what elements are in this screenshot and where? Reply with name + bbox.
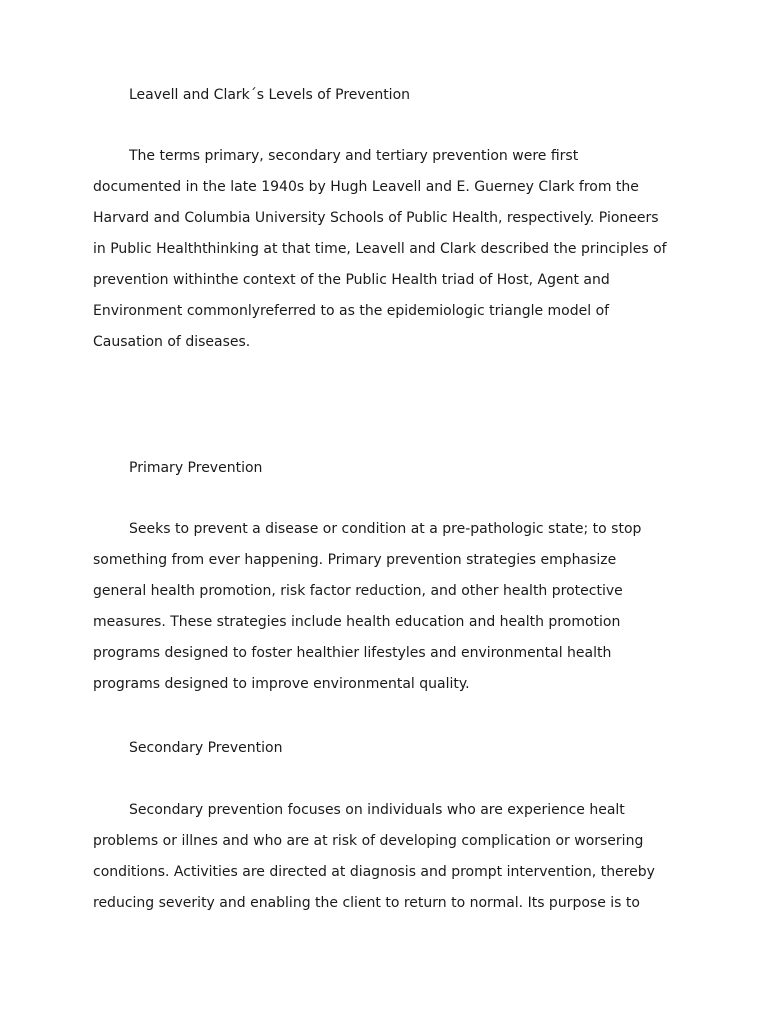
paragraph-line: Environment commonlyreferred to as the epidemiologic triangle model of <box>93 303 610 319</box>
paragraph-line: programs designed to improve environmental quality. <box>93 676 470 692</box>
paragraph-line: something from ever happening. Primary prevention strategies emphasize <box>93 552 617 568</box>
paragraph-line: in Public Healththinking at that time, Leavell and Clark described the principles of <box>93 241 667 257</box>
intro-paragraph <box>93 141 693 358</box>
paragraph-line: measures. These strategies include health education and health promotion <box>93 614 621 630</box>
paragraph-line: Harvard and Columbia University Schools of Public Health, respectively. Pioneers <box>93 210 659 226</box>
section-heading-secondary: Secondary Prevention <box>129 740 283 756</box>
section-heading-primary: Primary Prevention <box>129 460 263 476</box>
document-title: Leavell and Clark´s Levels of Prevention <box>129 87 411 103</box>
paragraph-line: reducing severity and enabling the client to return to normal. Its purpose is to <box>93 895 640 911</box>
paragraph-line: problems or illnes and who are at risk of developing complication or worsering <box>93 833 644 849</box>
primary-paragraph <box>93 514 693 700</box>
paragraph-line: documented in the late 1940s by Hugh Leavell and E. Guerney Clark from the <box>93 179 639 195</box>
paragraph-line: programs designed to foster healthier lifestyles and environmental health <box>93 645 612 661</box>
paragraph-line: general health promotion, risk factor reduction, and other health protective <box>93 583 623 599</box>
paragraph-line: The terms primary, secondary and tertiary prevention were first <box>129 148 579 164</box>
secondary-paragraph <box>93 795 693 919</box>
paragraph-line: Secondary prevention focuses on individuals who are experience healt <box>129 802 625 818</box>
paragraph-line: conditions. Activities are directed at diagnosis and prompt intervention, thereby <box>93 864 655 880</box>
paragraph-line: Seeks to prevent a disease or condition at a pre-pathologic state; to stop <box>129 521 642 537</box>
paragraph-line: prevention withinthe context of the Public Health triad of Host, Agent and <box>93 272 610 288</box>
paragraph-line: Causation of diseases. <box>93 334 251 350</box>
